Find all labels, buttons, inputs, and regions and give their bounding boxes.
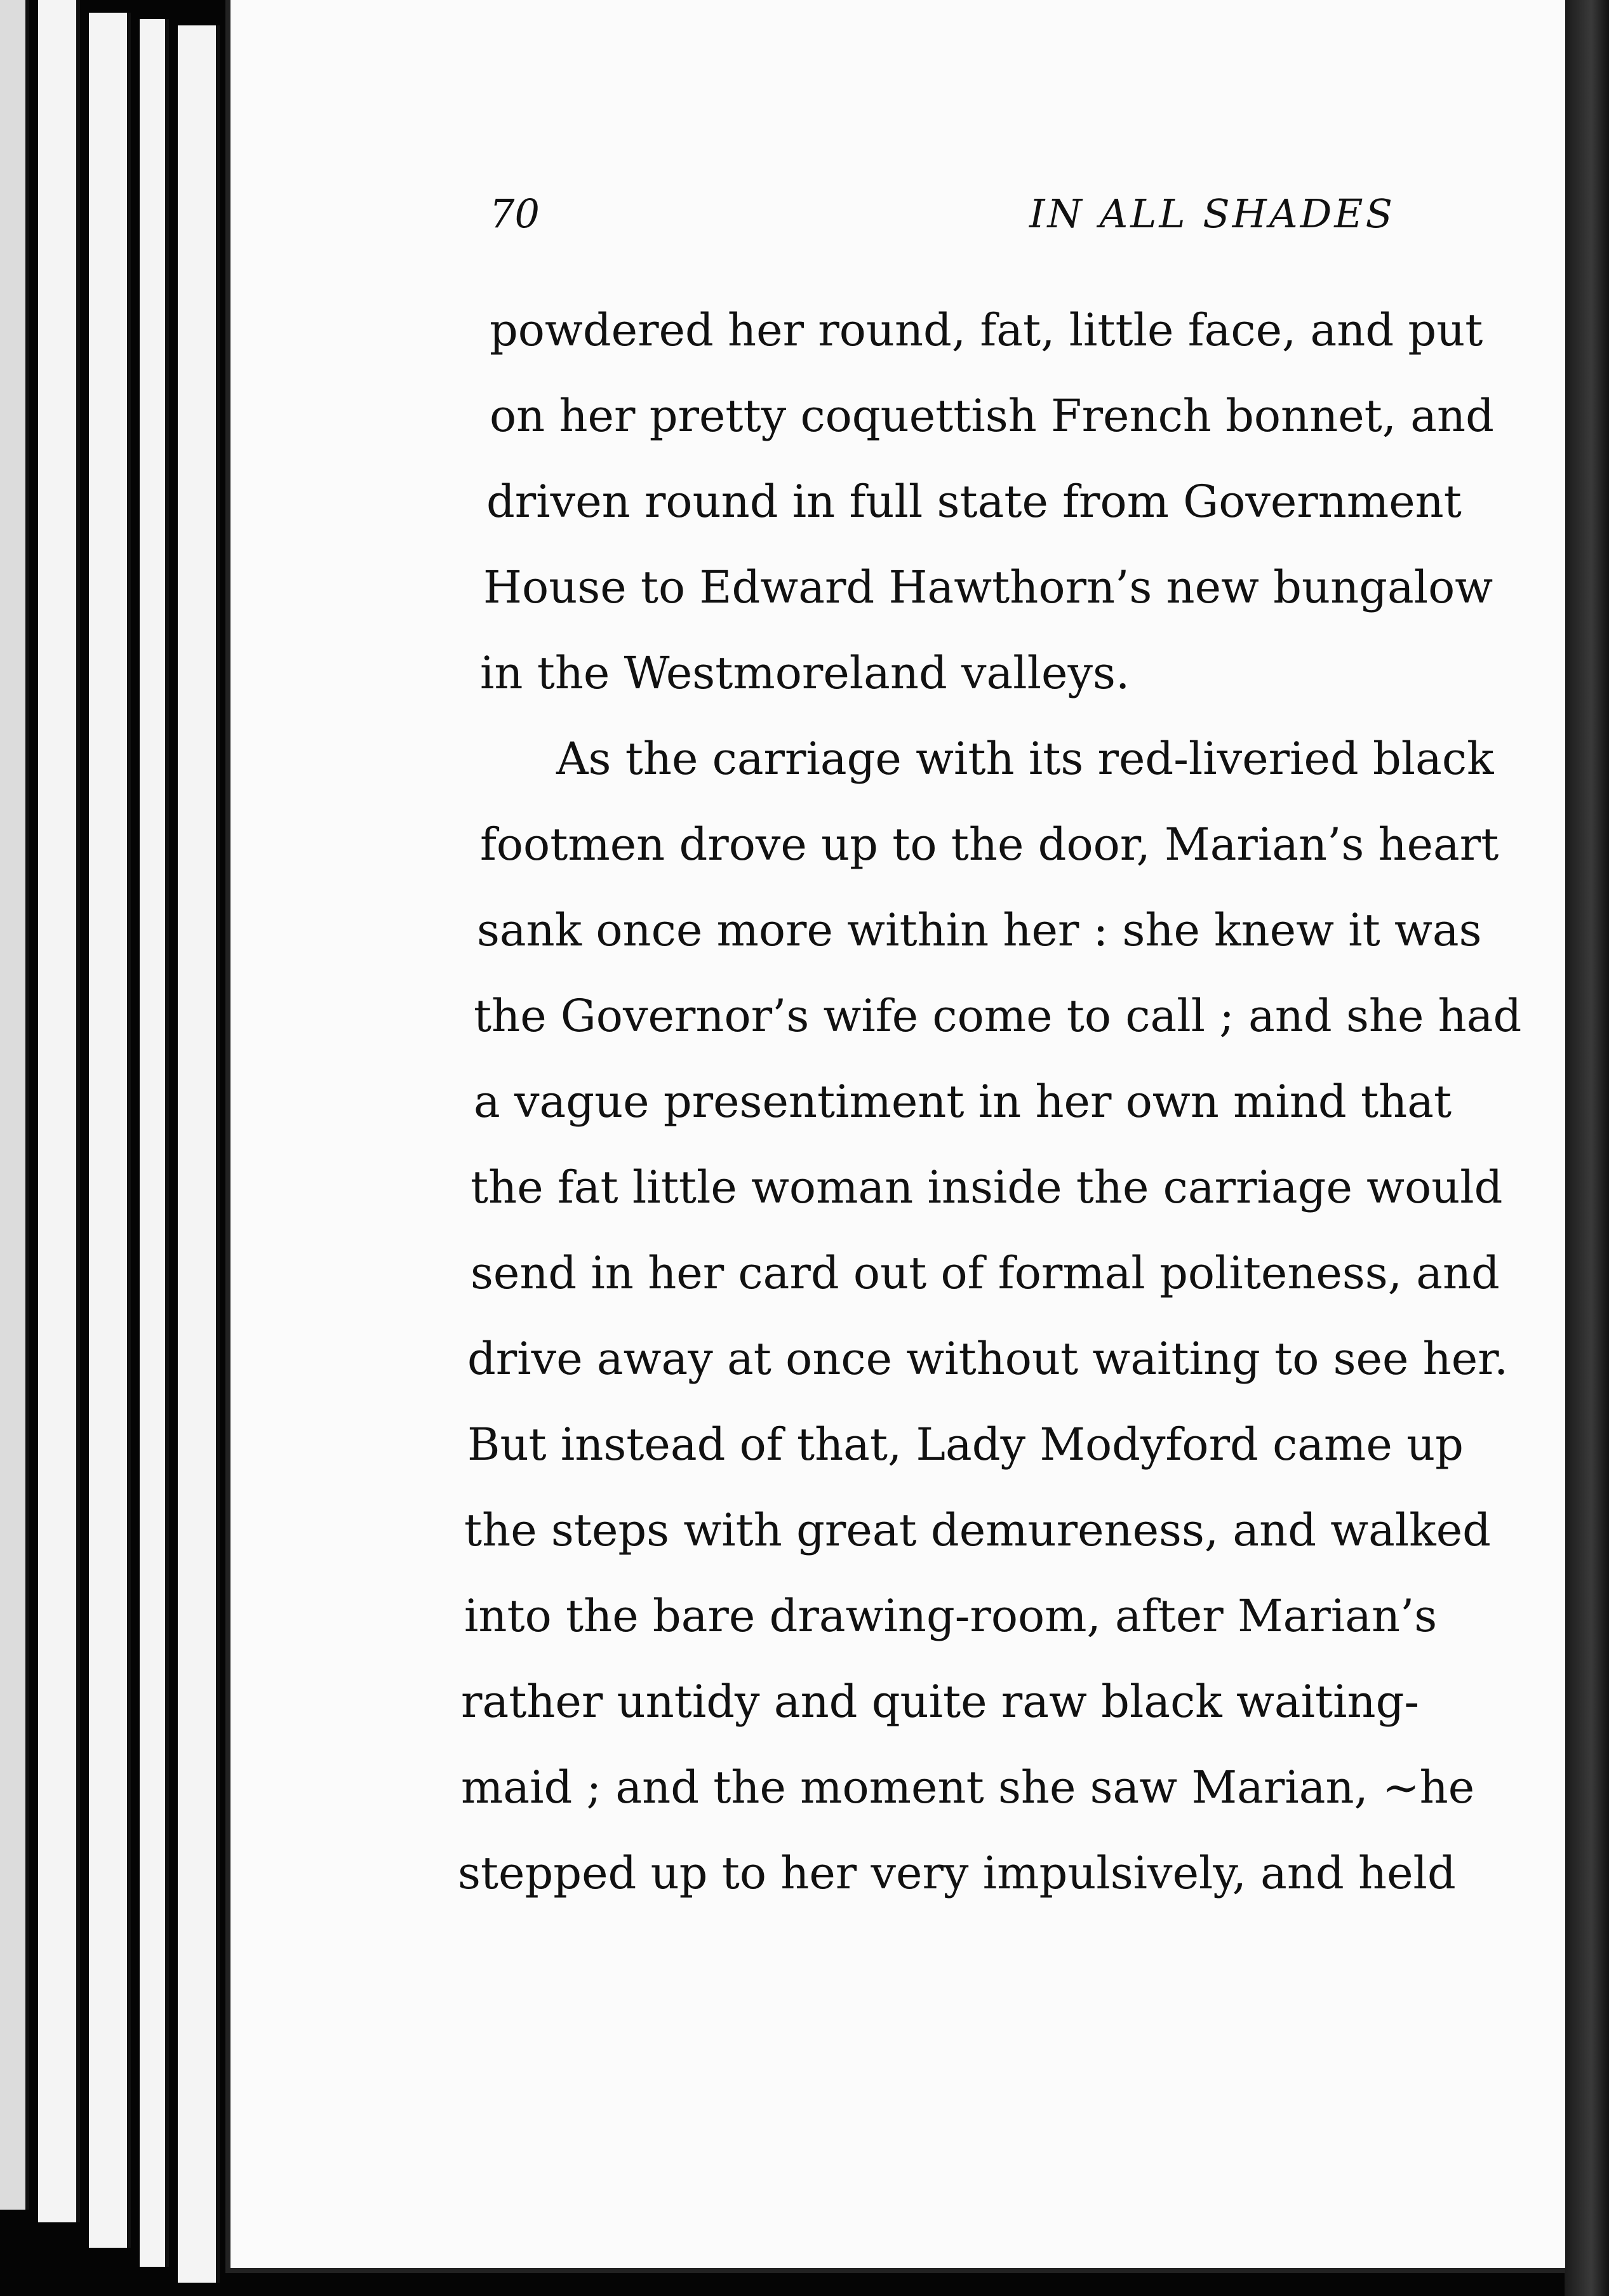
text-line: driven round in full state from Government	[486, 476, 1462, 528]
page-edge	[0, 0, 29, 2210]
text-line: rather untidy and quite raw black waiting-	[461, 1676, 1420, 1728]
text-line: send in her card out of formal politeness, and	[471, 1247, 1500, 1299]
page-edge	[89, 13, 131, 2248]
text-line: on her pretty coquettish French bonnet, and	[490, 390, 1494, 442]
page-edge	[38, 0, 80, 2222]
book-page	[225, 0, 1565, 2273]
text-line: House to Edward Hawthorn’s new bungalow	[483, 561, 1493, 613]
binding-shadow	[1565, 0, 1609, 2296]
text-line: drive away at once without waiting to see her.	[467, 1333, 1509, 1385]
text-line: As the carriage with its red-liveried black	[556, 733, 1494, 785]
text-line: the Governor’s wife come to call ; and she had	[474, 990, 1522, 1042]
text-line: into the bare drawing-room, after Marian’s	[464, 1590, 1438, 1642]
running-head: IN ALL SHADES	[1029, 190, 1396, 237]
text-line: a vague presentiment in her own mind that	[474, 1076, 1452, 1128]
text-line: the fat little woman inside the carriage would	[471, 1161, 1503, 1213]
text-line: stepped up to her very impulsively, and held	[458, 1847, 1456, 1899]
page-edge	[140, 19, 169, 2267]
page-number: 70	[490, 190, 540, 237]
text-line: sank once more within her : she knew it was	[477, 904, 1482, 956]
text-line: the steps with great demureness, and walked	[464, 1504, 1491, 1556]
text-line: powdered her round, fat, little face, and put	[490, 304, 1483, 356]
text-line: maid ; and the moment she saw Marian, ~he	[461, 1761, 1475, 1813]
text-line: in the Westmoreland valleys.	[480, 647, 1130, 699]
page-header	[490, 190, 1609, 254]
page-edge	[178, 25, 220, 2283]
text-line: footmen drove up to the door, Marian’s heart	[480, 818, 1499, 871]
text-line: But instead of that, Lady Modyford came up	[467, 1418, 1464, 1471]
